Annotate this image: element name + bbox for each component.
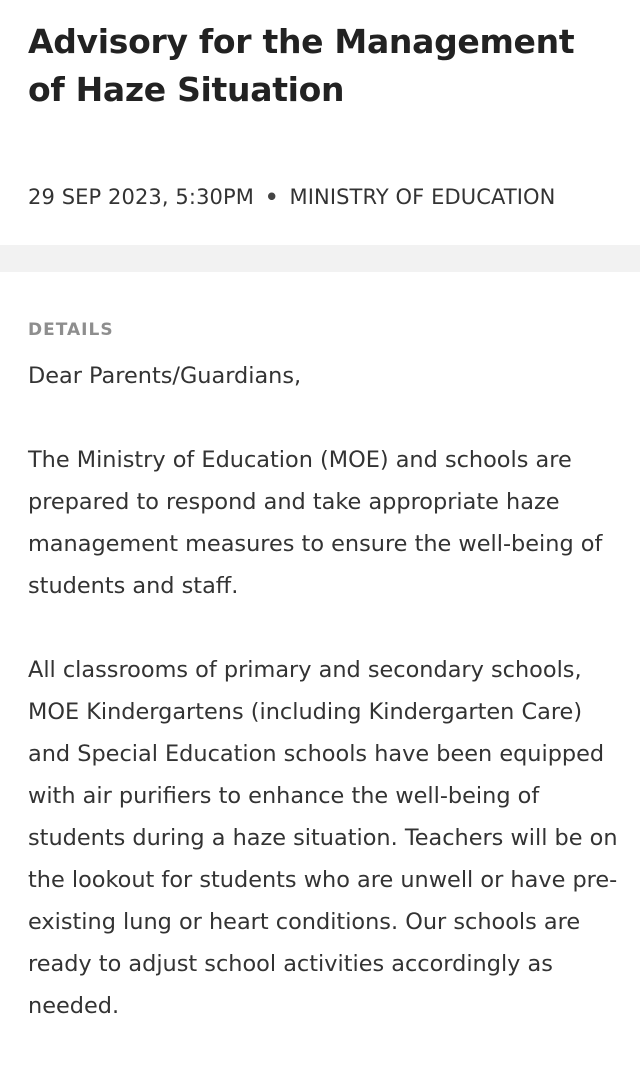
body-paragraph: All classrooms of primary and secondary schools, MOE Kindergartens (including Kindergarten Care) and Special Education schools have been equipped with air purifiers to enhance the well-being of students during a haze situation. Teachers will be on the lookout for students who are unwell or have pre-existing lung or heart conditions. Our schools are ready to adjust school activities accordingly as needed. [28,657,618,1019]
section-label-details: DETAILS [28,320,114,340]
article-meta [28,182,555,212]
body-paragraph: The Ministry of Education (MOE) and schools are prepared to respond and take appropriate haze management measures to ensure the well-being of students and staff. [28,447,603,599]
meta-separator: • [264,185,279,209]
article-body [0,272,640,1027]
greeting-text: Dear Parents/Guardians, [28,363,302,389]
publish-date: 29 SEP 2023, 5:30PM [28,185,254,209]
section-divider [0,245,640,272]
article-header [0,0,640,245]
page-title: Advisory for the Management of Haze Situation [28,22,575,109]
publisher-name: MINISTRY OF EDUCATION [289,185,556,209]
